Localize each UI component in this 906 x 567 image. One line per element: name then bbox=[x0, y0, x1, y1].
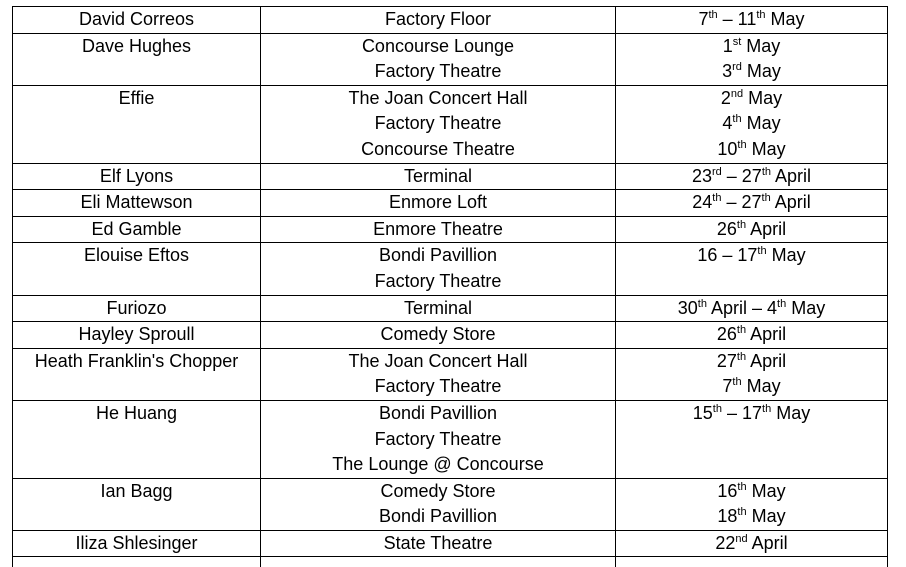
date-text: 3rd May bbox=[620, 59, 883, 85]
date-text: 22nd April bbox=[620, 531, 883, 557]
performer-name: David Correos bbox=[17, 7, 256, 33]
table-row bbox=[13, 400, 888, 478]
venue-name: Comedy Store bbox=[265, 322, 611, 348]
table-row bbox=[13, 295, 888, 322]
date-text: 16th May bbox=[620, 479, 883, 505]
venue-name: Terminal bbox=[265, 296, 611, 322]
date-text: 1st May bbox=[620, 34, 883, 60]
date-cell bbox=[616, 216, 888, 243]
venue-name: Enmore Theatre bbox=[265, 217, 611, 243]
venue-name: The Joan Concert Hall bbox=[265, 349, 611, 375]
table-row bbox=[13, 348, 888, 400]
date-cell bbox=[616, 530, 888, 557]
venue-cell bbox=[261, 33, 616, 85]
performer-cell bbox=[13, 7, 261, 34]
performer-name: Hayley Sproull bbox=[17, 322, 256, 348]
date-text: 30th April – 4th May bbox=[620, 296, 883, 322]
performer-name: He Huang bbox=[17, 401, 256, 427]
date-cell bbox=[616, 348, 888, 400]
table-row bbox=[13, 322, 888, 349]
performer-cell bbox=[13, 322, 261, 349]
performer-name: Effie bbox=[17, 86, 256, 112]
date-text: 15th – 17th May bbox=[620, 401, 883, 427]
date-cell bbox=[616, 85, 888, 163]
date-text: 18th May bbox=[620, 504, 883, 530]
performer-name: Ian Bagg bbox=[17, 479, 256, 505]
performer-cell bbox=[13, 243, 261, 295]
venue-name: Factory Theatre bbox=[265, 59, 611, 85]
table-row bbox=[13, 190, 888, 217]
venue-cell bbox=[261, 295, 616, 322]
performer-cell bbox=[13, 295, 261, 322]
performer-cell bbox=[13, 85, 261, 163]
venue-name: State Theatre bbox=[265, 531, 611, 557]
date-text: 26th April bbox=[620, 217, 883, 243]
table-row bbox=[13, 33, 888, 85]
venue-name: Terminal bbox=[265, 164, 611, 190]
performer-cell bbox=[13, 163, 261, 190]
performer-name: Furiozo bbox=[17, 296, 256, 322]
table-row bbox=[13, 478, 888, 530]
schedule-table-body bbox=[13, 7, 888, 567]
venue-cell bbox=[261, 85, 616, 163]
venue-name: Comedy Store bbox=[265, 479, 611, 505]
venue-name: Factory Theatre bbox=[265, 111, 611, 137]
performer-name: Heath Franklin's Chopper bbox=[17, 349, 256, 375]
venue-cell bbox=[261, 348, 616, 400]
date-cell bbox=[616, 478, 888, 530]
performer-name: Iliza Shlesinger bbox=[17, 531, 256, 557]
table-row bbox=[13, 7, 888, 34]
date-cell bbox=[616, 243, 888, 295]
venue-name: Concourse Lounge bbox=[265, 34, 611, 60]
table-row bbox=[13, 163, 888, 190]
venue-name: The Lounge @ Concourse bbox=[265, 452, 611, 478]
table-row bbox=[13, 216, 888, 243]
date-text: 10th May bbox=[620, 137, 883, 163]
venue-name: Concourse Theatre bbox=[265, 137, 611, 163]
date-cell bbox=[616, 7, 888, 34]
date-text: 23rd – 27th April bbox=[620, 164, 883, 190]
performer-cell bbox=[13, 530, 261, 557]
performer-cell bbox=[13, 33, 261, 85]
date-cell bbox=[616, 163, 888, 190]
date-cell bbox=[616, 190, 888, 217]
venue-name: Bondi Pavillion bbox=[265, 504, 611, 530]
date-text: 2nd May bbox=[620, 86, 883, 112]
table-row bbox=[13, 243, 888, 295]
venue-name: Factory Theatre bbox=[265, 374, 611, 400]
date-text: 24th – 27th April bbox=[620, 190, 883, 216]
venue-cell bbox=[261, 7, 616, 34]
performer-cell bbox=[13, 190, 261, 217]
venue-cell bbox=[261, 243, 616, 295]
date-cell bbox=[616, 295, 888, 322]
date-cell bbox=[616, 322, 888, 349]
venue-name: Factory Theatre bbox=[265, 427, 611, 453]
venue-name: Enmore Loft bbox=[265, 190, 611, 216]
venue-name: Bondi Pavillion bbox=[265, 401, 611, 427]
date-cell bbox=[616, 400, 888, 478]
performer-cell bbox=[13, 400, 261, 478]
performer-cell bbox=[13, 478, 261, 530]
performer-cell bbox=[13, 348, 261, 400]
date-text: 7th – 11th May bbox=[620, 7, 883, 33]
performer-cell bbox=[13, 216, 261, 243]
venue-name: Factory Floor bbox=[265, 7, 611, 33]
date-text: 7th May bbox=[620, 374, 883, 400]
venue-name: The Joan Concert Hall bbox=[265, 86, 611, 112]
performer-name: Eli Mattewson bbox=[17, 190, 256, 216]
date-text: 16 – 17th May bbox=[620, 243, 883, 269]
table-row bbox=[13, 85, 888, 163]
performer-name: Elouise Eftos bbox=[17, 243, 256, 269]
venue-cell bbox=[261, 216, 616, 243]
date-cell bbox=[616, 33, 888, 85]
schedule-table bbox=[12, 6, 888, 567]
venue-cell bbox=[261, 322, 616, 349]
venue-name: Bondi Pavillion bbox=[265, 243, 611, 269]
venue-cell bbox=[261, 163, 616, 190]
date-text: 26th April bbox=[620, 322, 883, 348]
venue-cell bbox=[261, 400, 616, 478]
venue-cell bbox=[261, 478, 616, 530]
date-text: 27th April bbox=[620, 349, 883, 375]
venue-name: Factory Theatre bbox=[265, 269, 611, 295]
venue-cell bbox=[261, 190, 616, 217]
performer-name: Ed Gamble bbox=[17, 217, 256, 243]
performer-name: Dave Hughes bbox=[17, 34, 256, 60]
table-row bbox=[13, 530, 888, 557]
performer-name: Elf Lyons bbox=[17, 164, 256, 190]
date-text: 4th May bbox=[620, 111, 883, 137]
venue-cell bbox=[261, 530, 616, 557]
